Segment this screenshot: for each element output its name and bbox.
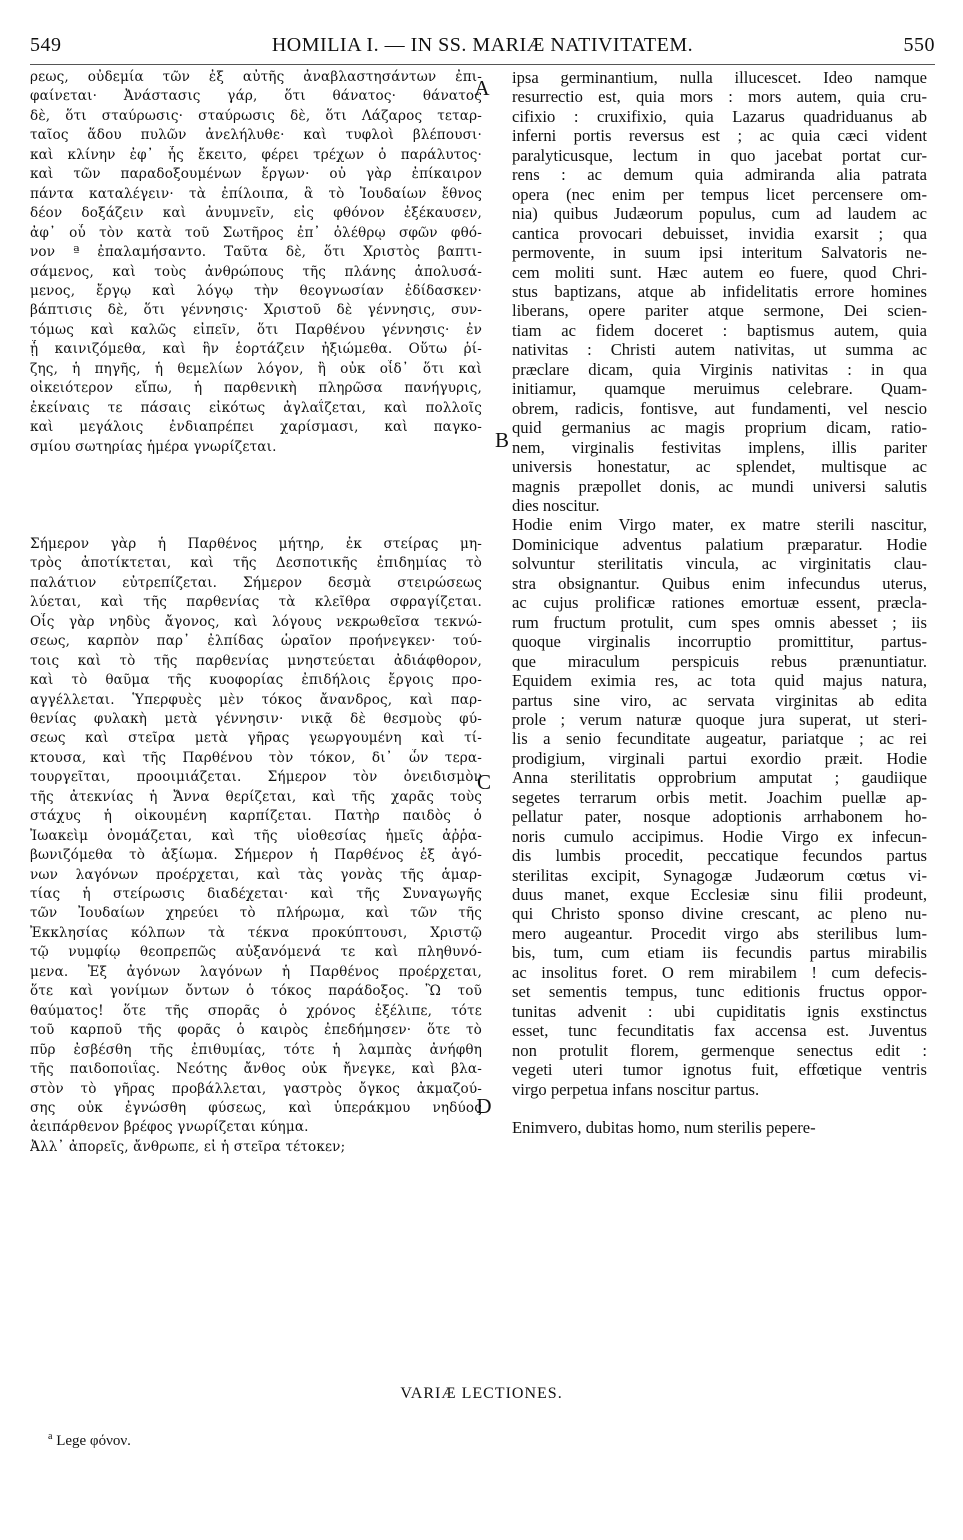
greek-text-line: ταῖος ἅδου πυλῶν ἀνελήλυθε· καὶ τυφλοὶ βλέπουσι· [30, 127, 482, 144]
greek-text-line: ἀφ᾽ οὗ τὸν κατὰ τοῦ Σωτῆρος ἐπ᾽ ὀλέθρῳ σφῶν φθό- [30, 224, 482, 241]
latin-text-line: liberans, opere pariter atque sermone, Dei scien- [512, 301, 927, 321]
latin-text-line: cantica provocari debuisset, invidia exarsit ; qua [512, 223, 927, 243]
greek-text-line: τῆς παιδοποιΐας. Νεότης ἄνθος οὐκ ἤνεγκε, καὶ βλα- [30, 1061, 482, 1078]
latin-text-line: nem, virginalis festivitas implens, illis pariter [512, 437, 927, 457]
latin-text-line: rum fructum protulit, cum spes omnis abesset ; iis [512, 612, 927, 632]
latin-text-line: set sementis tempus, tunc editionis fructus oppor- [512, 982, 927, 1002]
running-title: HOMILIA I. — IN SS. MARIÆ NATIVITATEM. [271, 34, 694, 56]
latin-text-line: virgo perpetua infans noscitur partus. [512, 1079, 760, 1099]
latin-text-line: obrem, radicis, fontisve, aut fundamenti, vel nescio [512, 398, 927, 418]
greek-text-line [30, 477, 482, 496]
latin-text-line: noris cumulo accipimus. Hodie Virgo ex infecun- [512, 826, 927, 846]
margin-marker-b: B [494, 428, 509, 452]
greek-text-line: ἐκείναις τε πάσαις εἰκότως ἀγλαΐζεται, καὶ πολλοῖς [30, 399, 482, 416]
greek-text-line: βάπτισις δὲ, ὅτι γέννησις· Χριστοῦ δὲ γέννησις, συν- [30, 302, 482, 319]
margin-marker-c: C [476, 770, 491, 794]
greek-text-line: νον ª ἐπαλαμήσαντο. Ταῦτα δὲ, ὅτι Χριστὸς βαπτι- [30, 244, 482, 261]
greek-text-line: πάντα καταλέγειν· τὰ ἐπίλοιπα, ἃ τὸ Ἰουδαίων ἔθνος [30, 185, 482, 202]
greek-text-line: καὶ μεγάλοις ἐνδιαπρέπει χαρίσμασι, καὶ παγκο- [30, 419, 482, 436]
latin-text-line: initiamur, quamque meruimus celebrare. Quam- [512, 379, 927, 399]
latin-text-line: quoque virginalis incorruptio promittitur, partus- [512, 632, 927, 652]
greek-text-line: ὅτε καὶ γονίμων ὄντων ὁ τόκος παράδοξος. Ὢ τοῦ [30, 983, 482, 1000]
greek-text-line: καὶ τῶν παραδοξουμένων ἔργων· οὐ γὰρ ἐπίκαιρον [30, 166, 482, 183]
greek-text-line: κτουσα, καὶ τῆς Παρθένου τὸν τόκον, δι᾽ ὧν τερα- [30, 749, 482, 766]
greek-text-line: Σήμερον γὰρ ἡ Παρθένος μήτηρ, ἐκ στείρας μη- [30, 535, 482, 552]
latin-text-line: stus baptizans, atque ab infidelitatis errore homines [512, 281, 927, 301]
greek-text-line: Ἐκκλησίας κόλπων τὰ τέκνα προκύπτουσι, Χριστῷ [30, 924, 482, 941]
latin-text-line: mero augeantur. Procedit virgo abs sterilibus lum- [512, 923, 927, 943]
greek-text-line: στὸν τὸ γῆρας προβάλλεται, γαστρὸς ὄγκος ἀκμαζού- [30, 1080, 482, 1097]
header-rule [30, 64, 935, 65]
greek-text-line: οἰκειότερον εἴπω, ἡ παρθενικὴ πληρῶσα πανήγυρις, [30, 380, 482, 397]
greek-text-line: στάχυς ἡ οἰκουμένη καρπίζεται. Πατὴρ παιδὸς ὁ [30, 808, 482, 825]
latin-text-line: nativitas : Christi autem nativitas, ut summa ac [512, 340, 927, 360]
greek-text-line: ρεως, οὐδεμία τῶν ἐξ αὐτῆς ἀναβλαστησάντων ἐπι- [30, 69, 482, 85]
latin-column [512, 68, 927, 1138]
greek-text-line: τῷ νυμφίῳ θεοπρεπῶς αὐξανόμενά τε καὶ πληθυνό- [30, 944, 482, 961]
latin-text-line: dies noscitur. [512, 495, 600, 515]
greek-text-line: καὶ τὸ θαῦμα τῆς κυοφορίας ἐπιδήλοις ἔργοις προ- [30, 672, 482, 689]
greek-text-line: τουργεῖται, προοιμιάζεται. Σήμερον τὸν ὀνειδισμὸν [30, 769, 482, 786]
footnote-text: Lege φόνον. [56, 1433, 131, 1449]
greek-text-line: καὶ κλίνην ἐφ᾽ ἧς ἔκειτο, φέρει τρέχων ὁ παράλυτος· [30, 146, 482, 163]
latin-text-line: universis honestatur, ac splendet, multisque ac [512, 457, 927, 477]
latin-text-line: segetes terrarum orbis metit. Joachim puellæ ap- [512, 787, 927, 807]
latin-text-line: esset, tunc fecunditatis fax accensa est. Juventus [512, 1021, 927, 1041]
greek-text-line: Ἰωακεὶμ ὀνομάζεται, καὶ τῆς υἱοθεσίας ἡμεῖς ἀῤῥα- [30, 827, 482, 844]
footnote-mark: a [48, 1431, 53, 1442]
greek-text-line: τίας ἡ στείρωσις διαδέχεται· καὶ τῆς Συναγωγῆς [30, 886, 482, 903]
greek-text-line: δὲ, ὅτι σταύρωσις· σταύρωσις δὲ, ὅτι Λάζαρος τεταρ- [30, 107, 482, 124]
latin-text-line: pellatur pater, nosque adoptionis arrhabonem ho- [512, 807, 927, 827]
latin-text-line: paralyticusque, lectum in quo jacebat portat cur- [512, 145, 927, 165]
latin-text-line: qui Christo sponso divine crescant, ac pleno nu- [512, 904, 927, 924]
latin-text-line: Anna sterilitatis opprobrium amputat ; gaudiique [512, 768, 927, 788]
latin-text-line: præclare dicam, quia Virginis nativitas : in qua [512, 359, 927, 379]
greek-text-line: σεως καὶ στεῖρα μετὰ γῆρας γεωργουμένη καὶ τί- [30, 730, 482, 747]
latin-text-line: Enimvero, dubitas homo, num sterilis pepere- [512, 1118, 816, 1138]
greek-text-line: μενος, ἔργῳ καὶ λόγῳ τὴν θεογνωσίαν ἐδίδασκεν· [30, 282, 482, 299]
latin-text-line: tunitas advenit : ubi cupiditatis ignis exstinctus [512, 1001, 927, 1021]
latin-text-line: permovente, in suum ipsi interitum Salvatoris ne- [512, 243, 927, 263]
latin-text-line: ipsa germinantium, nulla illucescet. Ideo namque [512, 68, 927, 87]
greek-column [30, 68, 482, 1157]
greek-text-line: τῆς ἀτεκνίας ἡ Ἄννα θερίζεται, καὶ τῆς χαρᾶς τοὺς [30, 788, 482, 805]
running-header [30, 34, 935, 64]
latin-text-line: prole ; verum naturæ quoque jura superat, ut steri- [512, 709, 927, 729]
greek-text-line: θενίας φυλακὴ μετὰ γέννησιν· νικᾷ δὲ θεσμοὺς φύ- [30, 710, 482, 727]
latin-text-line: solvuntur sterilitatis vincula, ac virginitatis clau- [512, 554, 927, 574]
greek-text-line [30, 515, 482, 534]
greek-text-line: τόμως καὶ καλῶς εἰπεῖν, ὅτι Παρθένου γέννησις· ἐν [30, 321, 482, 338]
latin-text-line: lis a senio fecunditate augeatur, pariatque ; ac rei [512, 729, 927, 749]
latin-text-line: cifixio : cruxifixio, quia Lazarus quadriduanus ab [512, 106, 927, 126]
latin-text-line: cem moliti sunt. Hæc autem eo fuere, quod Chri- [512, 262, 927, 282]
greek-text-line: ᾗ καινιζόμεθα, καὶ ἣν ἑορτάζειν ἠξιώμεθα. Οὕτω ῥί- [30, 341, 482, 358]
latin-text-line: sterilitas excipit, Synagogæ Judæorum cœtus vi- [512, 865, 927, 885]
greek-text-line: ζης, ἡ πηγῆς, ἡ θεμελίων λόγον, ἢ οὐκ οἶδ᾽ ὅτι καὶ [30, 360, 482, 377]
greek-text-line: πῦρ ἐσβέσθη τῆς ἐπιθυμίας, τότε ἡ λαμπὰς ἀνήφθη [30, 1041, 482, 1058]
latin-text-line: dis lumbis procedit, peccatique fecundos partus [512, 846, 927, 866]
greek-text-line: σάμενος, καὶ τοὺς ἀνθρώπους τῆς πλάνης ἀπολυσά- [30, 263, 482, 280]
margin-marker-d: D [476, 1094, 492, 1118]
latin-text-line: tiam ac fidem doceret : baptismus autem, quia [512, 320, 927, 340]
latin-text-line: stra obsignantur. Quibus enim infecundus uterus, [512, 573, 927, 593]
greek-text-line: Οἷς γὰρ νηδὺς ἄγονος, καὶ λόγους νεκρωθεῖσα τεκνώ- [30, 613, 482, 630]
latin-text-line: ac insolitus foret. O rem mirabilem ! cum defecis- [512, 962, 927, 982]
greek-text-line: Ἀλλ᾽ ἀπορεῖς, ἄνθρωπε, εἰ ἡ στεῖρα τέτοκεν; [30, 1138, 346, 1155]
latin-text-line: resurrectio est, quia mors : mors autem, quia cru- [512, 87, 927, 107]
latin-text-line: opera (nec enim per tempus licet percensere om- [512, 184, 927, 204]
page-number-right: 550 [903, 34, 935, 56]
latin-text-line: magnis præpollet donis, ac mundi universi salutis [512, 476, 927, 496]
greek-text-line [30, 457, 482, 476]
latin-text-line: inferni portis reversus est ; ac quia cæci vident [512, 126, 927, 146]
greek-text-line: σμίου σωτηρίας ἡμέρα γνωρίζεται. [30, 438, 277, 455]
greek-text-line: δέον δοξάζειν καὶ ἀνυμνεῖν, εἰς φθόνον ἐξέκαυσεν, [30, 205, 482, 222]
greek-text-line: λύεται, καὶ τῆς παρθενίας τὰ κλεῖθρα σφραγίζεται. [30, 594, 482, 611]
latin-text-line: Equidem eximia res, ac tota quid majus natura, [512, 671, 927, 691]
latin-text-line: duus manet, exque Ecclesiæ sinu filii prodeunt, [512, 885, 927, 905]
latin-text-line: que miraculum perspicuis rebus prænuntiatur. [512, 651, 927, 671]
greek-text-line: αγγέλλεται. Ὑπερφυὲς μὲν τόκος ἄνανδρος, καὶ παρ- [30, 691, 482, 708]
greek-text-line: τοις καὶ τὸ τῆς παρθενίας μνηστεύεται ἀδιάφθορον, [30, 652, 482, 669]
latin-text-line: Dominicique adventus palatium præparatur. Hodie [512, 534, 927, 554]
latin-text-line: bis, tum, cum etiam iis fecundis partus mirabilis [512, 943, 927, 963]
latin-text-line: nia) quibus Judæorum populus, cum ad laudem ac [512, 204, 927, 224]
page-number-left: 549 [30, 34, 62, 56]
latin-text-line: vegeti uteri tumor ignotus fuit, effœtique ventris [512, 1060, 927, 1080]
greek-text-line: θαύματος! ὅτε τῆς σπορᾶς ὁ χρόνος ἐξέλιπε, τότε [30, 1002, 482, 1019]
latin-text-line: ac cujus prolificæ rationes emortuæ essent, præcla- [512, 593, 927, 613]
latin-text-line: Hodie enim Virgo mater, ex matre sterili nascitur, [512, 515, 927, 535]
margin-marker-a: A [474, 76, 490, 100]
latin-text-line: rens : ac demum quia admiranda alia patrata [512, 165, 927, 185]
greek-text-line [30, 496, 482, 515]
greek-text-line: σεως, καρπὸν παρ᾽ ἐλπίδας ὡραῖον προήνεγκεν· τού- [30, 633, 482, 650]
greek-text-line: φαίνεται· Ἀνάστασις γάρ, ὅτι θάνατος· θάνατος [30, 88, 482, 105]
greek-text-line: νων λαγόνων προέρχεται, καὶ τὰς γονὰς τῆς ἁμαρ- [30, 866, 482, 883]
latin-text-line: prodigium, virginali partui exordio præit. Hodie [512, 748, 927, 768]
latin-text-line: partus sine viro, ac servata virginitas ab edita [512, 690, 927, 710]
latin-text-line: non protulit florem, germenque senectus edit : [512, 1040, 927, 1060]
greek-text-line: παλάτιον εὐτρεπίζεται. Σήμερον δεσμὰ στειρώσεως [30, 574, 482, 591]
greek-text-line: τῶν Ἰουδαίων χηρεύει τὸ πλήρωμα, καὶ τῶν τῆς [30, 905, 482, 922]
latin-text-line: quid germanius ac magis proprium dicam, ratio- [512, 418, 927, 438]
variae-lectiones-heading: VARIÆ LECTIONES. [400, 1385, 563, 1402]
footnote [48, 1431, 131, 1450]
greek-text-line: μενα. Ἐξ ἀγόνων λαγόνων ἡ Παρθένος προέρχεται, [30, 963, 482, 980]
greek-text-line: ἀειπάρθενον βρέφος γνωρίζεται κύημα. [30, 1119, 309, 1136]
greek-text-line: βωνιζόμεθα τὸ ἀξίωμα. Σήμερον ἡ Παρθένος ἐξ ἀγό- [30, 847, 482, 864]
latin-text-line [512, 1099, 927, 1118]
greek-text-line: τρὸς ἀποτίκτεται, καὶ τῆς Δεσποτικῆς ἐπιδημίας τὸ [30, 555, 482, 572]
greek-text-line: τοῦ καρποῦ τῆς φορᾶς ὁ καιρὸς ἐπεδήμησεν· ὅτε τὸ [30, 1022, 482, 1039]
greek-text-line: σης οὐκ ἐγνώσθη φύσεως, καὶ ὑπεράκμου νηδύος [30, 1100, 482, 1117]
